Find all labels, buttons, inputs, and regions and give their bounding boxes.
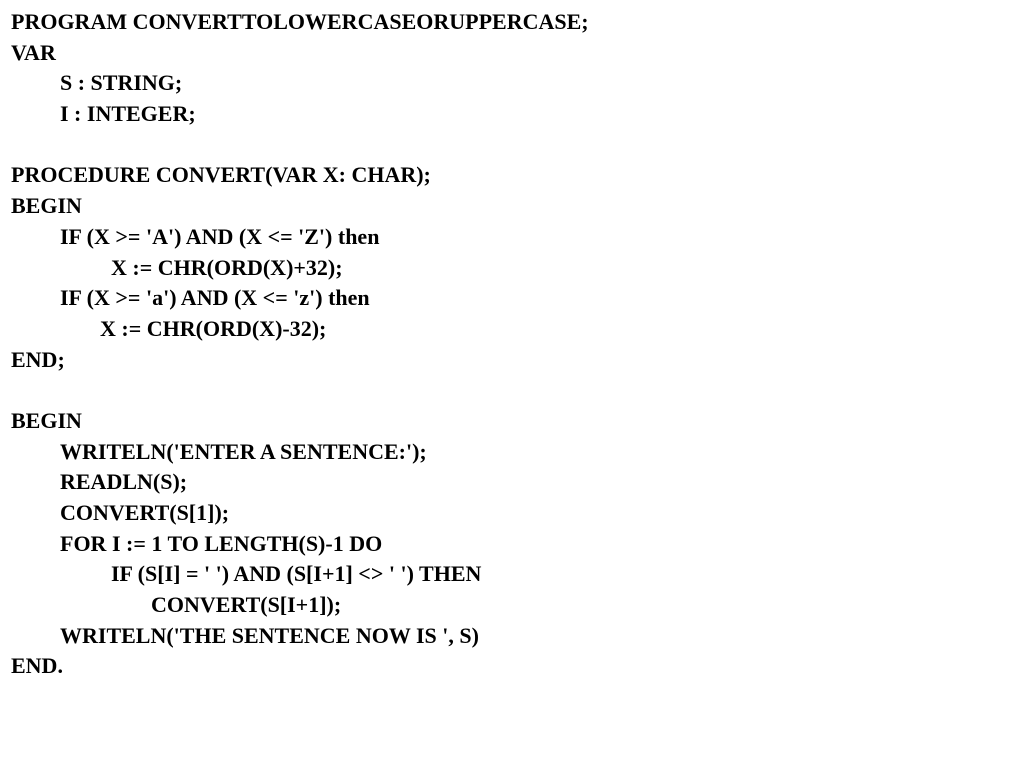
code-line-procedure-header: PROCEDURE CONVERT(VAR X: CHAR); <box>11 162 431 188</box>
code-line-var-i: I : INTEGER; <box>60 101 196 127</box>
pascal-code-listing <box>11 7 1011 682</box>
code-line-to-lowercase: X := CHR(ORD(X)+32); <box>111 254 343 280</box>
code-line-main-end: END. <box>11 653 63 679</box>
code-line-convert-next: CONVERT(S[I+1]); <box>151 592 342 618</box>
code-line-writeln-result: WRITELN('THE SENTENCE NOW IS ', S) <box>60 622 479 648</box>
code-line-main-begin: BEGIN <box>11 407 82 433</box>
code-line-var: VAR <box>11 39 56 65</box>
code-line-procedure-end: END; <box>11 346 65 372</box>
code-line-to-uppercase: X := CHR(ORD(X)-32); <box>100 315 327 341</box>
code-line-for-loop: FOR I := 1 TO LENGTH(S)-1 DO <box>60 530 383 556</box>
code-line-convert-first: CONVERT(S[1]); <box>60 500 230 525</box>
code-line-if-space: IF (S[I] = ' ') AND (S[I+1] <> ' ') THEN <box>111 561 482 587</box>
code-line-if-uppercase: IF (X >= 'A') AND (X <= 'Z') then <box>60 223 380 249</box>
code-line-procedure-begin: BEGIN <box>11 193 82 219</box>
code-line-var-s: S : STRING; <box>60 70 183 96</box>
code-line-blank <box>11 375 1011 406</box>
code-line-program-header: PROGRAM CONVERTTOLOWERCASEORUPPERCASE; <box>11 9 589 34</box>
code-line-writeln-prompt: WRITELN('ENTER A SENTENCE:'); <box>60 438 427 464</box>
code-line-readln: READLN(S); <box>60 469 188 495</box>
code-line-if-lowercase: IF (X >= 'a') AND (X <= 'z') then <box>60 285 370 311</box>
code-line-blank <box>11 130 1011 161</box>
